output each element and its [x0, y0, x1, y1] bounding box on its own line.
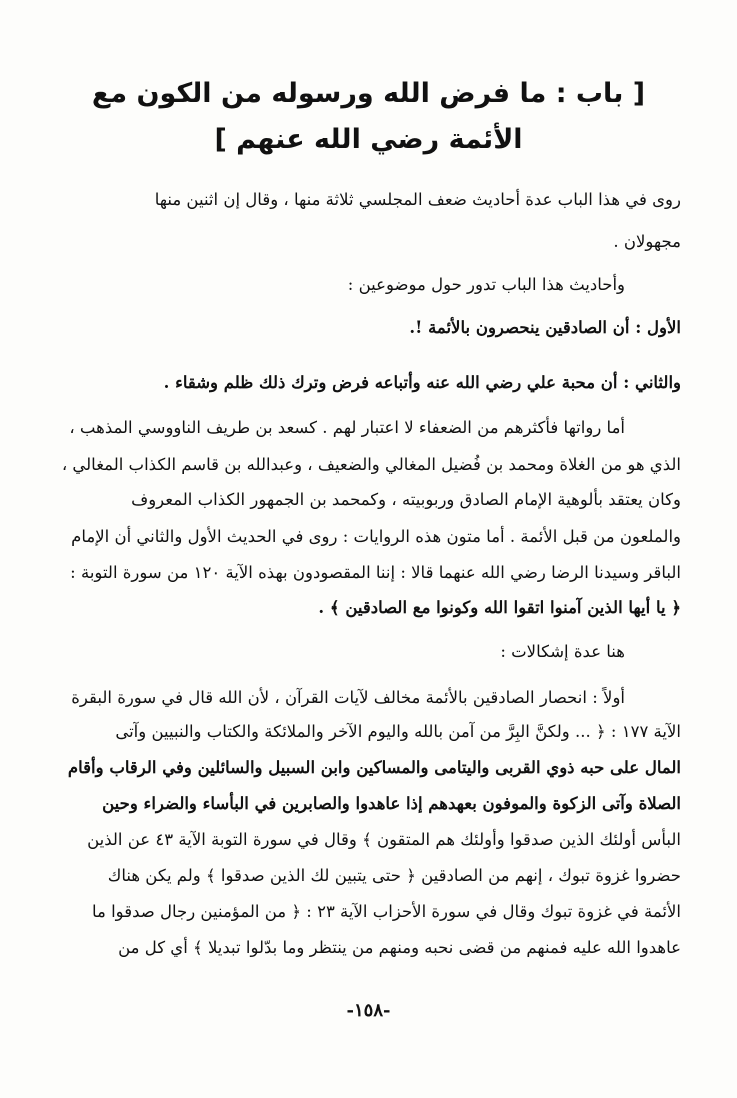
- body-line: روى في هذا الباب عدة أحاديث ضعف المجلسي ثلاثة منها ، وقال إن اثنين منها: [154, 190, 681, 209]
- body-line: وكان يعتقد بألوهية الإمام الصادق وربوبيته ، وكمحمد بن الجمهور الكذاب المعروف: [131, 490, 681, 509]
- body-line: الباقر وسيدنا الرضا رضي الله عنهما قالا : إننا المقصودون بهذه الآية ١٢٠ من سورة التوبة :: [70, 563, 681, 582]
- body-line: أما رواتها فأكثرهم من الضعفاء لا اعتبار لهم . كسعد بن طريف الناووسي المذهب ،: [69, 418, 625, 437]
- quran-verse-line: المال على حبه ذوي القربى واليتامى والمساكين وابن السبيل والسائلين وفي الرقاب وأقام: [67, 758, 681, 777]
- body-line: الآية ١٧٧ : ﴿ ... ولكنَّ البِرَّ من آمن بالله واليوم الآخر والملائكة والكتاب والنبيين وآتى: [115, 722, 681, 741]
- body-line: والملعون من قبل الأئمة . أما متون هذه الروايات : روى في الحديث الأول والثاني أن الإمام: [71, 527, 681, 546]
- body-line: الذي هو من الغلاة ومحمد بن فُضيل المغالي والضعيف ، وعبدالله بن قاسم الكذاب المغالي ،: [61, 455, 681, 474]
- body-line-first-topic: الأول : أن الصادقين ينحصرون بالأئمة !.: [409, 318, 681, 337]
- body-line: مجهولان .: [613, 232, 681, 251]
- body-line: أولاً : انحصار الصادقين بالأئمة مخالف لآيات القرآن ، لأن الله قال في سورة البقرة: [71, 688, 625, 707]
- chapter-title-line-1: [ باب : ما فرض الله ورسوله من الكون مع: [91, 78, 646, 109]
- body-line: حضروا غزوة تبوك ، إنهم من الصادقين ﴿ حتى يتبين لك الذين صدقوا ﴾ ولم يكن هناك: [107, 866, 681, 885]
- quran-verse-line: الصلاة وآتى الزكوة والموفون بعهدهم إذا عاهدوا والصابرين في البأساء والضراء وحين: [102, 794, 681, 813]
- page-number: -١٥٨-: [346, 1000, 391, 1021]
- body-line: هنا عدة إشكالات :: [500, 642, 625, 661]
- body-line-second-topic: والثاني : أن محبة علي رضي الله عنه وأتباعه فرض وترك ذلك ظلم وشقاء .: [163, 373, 681, 392]
- body-line: الأئمة في غزوة تبوك وقال في سورة الأحزاب الآية ٢٣ : ﴿ من المؤمنين رجال صدقوا ما: [91, 902, 681, 921]
- chapter-title-line-2: الأئمة رضي الله عنهم ]: [214, 124, 523, 155]
- body-line: البأس أولئك الذين صدقوا وأولئك هم المتقون ﴾ وقال في سورة التوبة الآية ٤٣ عن الذين: [87, 830, 681, 849]
- body-line: عاهدوا الله عليه فمنهم من قضى نحبه ومنهم من ينتظر وما بدّلوا تبديلا ﴾ أي كل من: [118, 938, 681, 957]
- body-line: وأحاديث هذا الباب تدور حول موضوعين :: [347, 275, 625, 294]
- quran-verse-line: ﴿ يا أيها الذين آمنوا اتقوا الله وكونوا مع الصادقين ﴾ .: [318, 598, 681, 617]
